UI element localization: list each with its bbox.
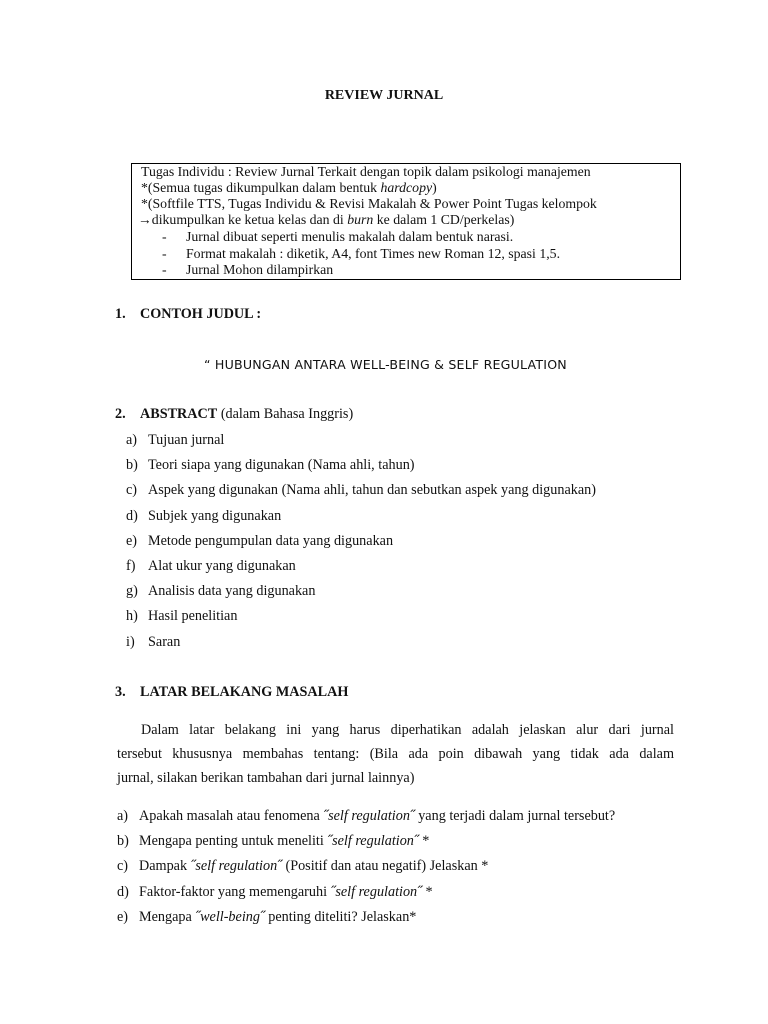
box-line-2 [141,180,437,196]
section-number: 2. [115,406,126,422]
box-line-2-text: *(Semua tugas dikumpulkan dalam bentuk [141,180,381,195]
example-title: “ HUBUNGAN ANTARA WELL-BEING & SELF REGULATION [204,357,567,372]
item-emphasis: ˝self regulation˝ [327,833,419,849]
section-2-heading [115,406,353,423]
burn-emphasis: burn [347,212,374,227]
item-text: Teori siapa yang digunakan (Nama ahli, tahun) [148,457,415,473]
item-text: Subjek yang digunakan [148,508,282,524]
section-3-heading [115,684,348,701]
item-key: e) [117,909,129,925]
item-text: Apakah masalah atau fenomena [139,808,324,824]
abstract-item [126,583,315,600]
box-line-1: Tugas Individu : Review Jurnal Terkait dengan topik dalam psikologi manajemen [141,164,591,179]
item-emphasis: ˝self regulation˝ [190,858,282,874]
abstract-item [126,508,281,525]
box-bullet-text: Jurnal Mohon dilampirkan [186,262,334,277]
box-bullet-1 [162,229,513,245]
box-bullet-3 [162,262,333,278]
item-emphasis: ˝self regulation˝ [323,808,415,824]
item-key: d) [126,508,138,524]
dash-marker: - [162,229,167,244]
section-1-heading [115,306,261,323]
question-item [117,833,429,850]
item-text: Metode pengumpulan data yang digunakan [148,533,394,549]
item-text-end: (Positif dan atau negatif) Jelaskan * [281,858,489,874]
item-key: f) [126,558,136,574]
item-text: Aspek yang digunakan (Nama ahli, tahun dan sebutkan aspek yang digunakan) [148,482,596,498]
abstract-item [126,558,296,575]
item-text: Mengapa penting untuk meneliti [139,833,328,849]
hardcopy-emphasis: hardcopy [380,180,433,195]
abstract-item [126,608,237,625]
dash-marker: - [162,246,167,261]
abstract-item [126,457,415,474]
box-line-3: *(Softfile TTS, Tugas Individu & Revisi Makalah & Power Point Tugas kelompok [141,196,597,211]
abstract-item [126,533,393,550]
box-line-2-close: ) [432,180,437,195]
item-emphasis: ˝well-being˝ [195,909,265,925]
item-text-end: * [421,884,433,900]
item-text: Mengapa [139,909,196,925]
item-text: Hasil penelitian [148,608,238,624]
dash-marker: - [162,262,167,277]
item-key: c) [117,858,129,874]
item-key: e) [126,533,138,549]
item-key: d) [117,884,129,900]
item-key: c) [126,482,138,498]
instruction-box [131,163,681,280]
arrow-icon: → [138,212,152,227]
box-bullet-2 [162,246,560,262]
box-line-4 [138,212,514,228]
item-key: a) [117,808,129,824]
item-key: i) [126,634,135,650]
question-item [117,808,615,825]
question-item [117,909,416,926]
item-text: Dampak [139,858,191,874]
paragraph-line: Dalam latar belakang ini yang harus diperhatikan adalah jelaskan alur dari jurnal [141,722,674,738]
item-text-end: penting diteliti? Jelaskan* [264,909,417,925]
section-number: 3. [115,684,126,700]
box-bullet-text: Jurnal dibuat seperti menulis makalah dalam bentuk narasi. [186,229,514,244]
item-text-end: yang terjadi dalam jurnal tersebut? [414,808,616,824]
item-key: g) [126,583,138,599]
item-text: Tujuan jurnal [148,432,225,448]
item-key: b) [117,833,129,849]
page-title: REVIEW JURNAL [324,88,444,103]
item-text: Faktor-faktor yang memengaruhi [139,884,331,900]
item-emphasis: ˝self regulation˝ [330,884,422,900]
abstract-item [126,432,224,449]
item-key: h) [126,608,138,624]
section-heading-note: (dalam Bahasa Inggris) [217,406,354,422]
item-text: Saran [148,634,181,650]
section-heading-text: CONTOH JUDUL : [140,306,262,322]
item-text-end: * [418,833,430,849]
section-heading-text: ABSTRACT [140,406,218,422]
box-bullet-text: Format makalah : diketik, A4, font Times new Roman 12, spasi 1,5. [186,246,561,261]
box-line-4-text: dikumpulkan ke ketua kelas dan di [151,212,348,227]
section-number: 1. [115,306,126,322]
paragraph-line: jurnal, silakan berikan tambahan dari jurnal lainnya) [117,770,415,786]
question-item [117,884,433,901]
abstract-item [126,482,596,499]
paragraph-line: tersebut khususnya membahas tentang: (Bila ada poin dibawah yang tidak ada dalam [117,746,674,762]
section-heading-text: LATAR BELAKANG MASALAH [140,684,349,700]
box-line-4-end: ke dalam 1 CD/perkelas) [373,212,515,227]
item-key: a) [126,432,138,448]
item-key: b) [126,457,138,473]
abstract-item [126,634,180,651]
question-item [117,858,488,875]
item-text: Analisis data yang digunakan [148,583,316,599]
item-text: Alat ukur yang digunakan [148,558,296,574]
